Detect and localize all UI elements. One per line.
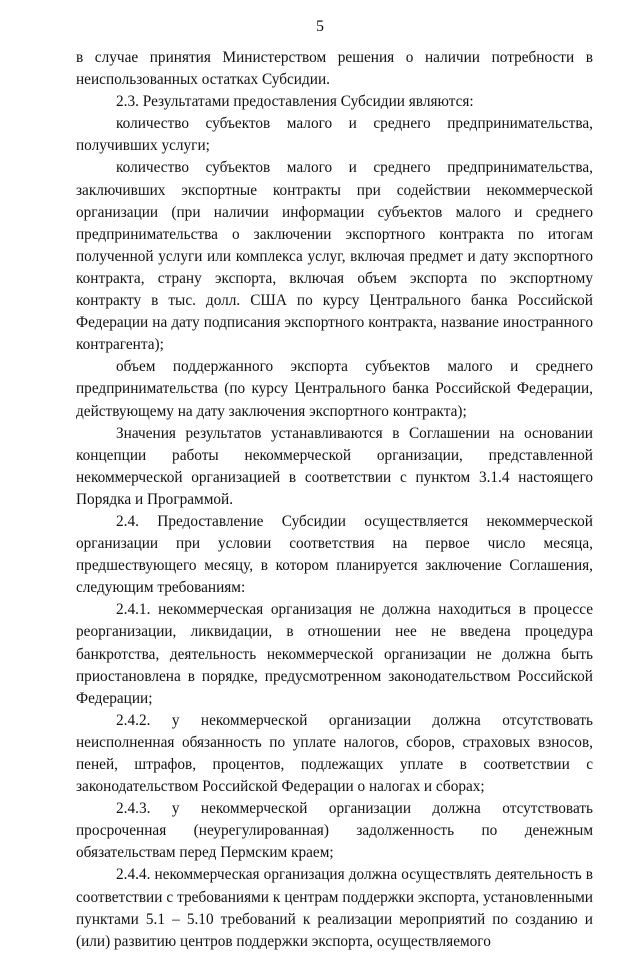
paragraph-2-4-2: 2.4.2. у некоммерческой организации должна отсутствовать неисполненная обязанность по уплате налогов, сборов, страховых взносов, пеней, штрафов, процентов, подлежащих уплате в соответствии с законодательством Российской Федерации о налогах и сборах; <box>76 711 593 796</box>
paragraph-result-export-volume: объем поддержанного экспорта субъектов малого и среднего предпринимательства (по курсу Центрального банка Российской Федерации, действующему на дату заключения экспортного контракта); <box>76 358 593 420</box>
paragraph-result-services: количество субъектов малого и среднего предпринимательства, получивших услуги; <box>76 115 593 155</box>
paragraph-continuation: в случае принятия Министерством решения о наличии потребности в неиспользованных остатках Субсидии. <box>76 49 593 89</box>
document-body <box>76 47 593 953</box>
paragraph-2-3: 2.3. Результатами предоставления Субсидии являются: <box>116 93 474 111</box>
paragraph-2-4: 2.4. Предоставление Субсидии осуществляется некоммерческой организации при условии соответствия на первое число месяца, предшествующего месяцу, в котором планируется заключение Соглашения, следующим требованиям: <box>76 512 593 597</box>
paragraph-result-values: Значения результатов устанавливаются в Соглашении на основании концепции работы некоммерческой организации, представленной некоммерческой организацией в соответствии с пунктом 3.1.4 настоящего Порядка и Программой. <box>76 424 593 508</box>
paragraph-2-4-4: 2.4.4. некоммерческая организация должна осуществлять деятельность в соответствии с требованиями к центрам поддержки экспорта, установленными пунктами 5.1 – 5.10 требований к реализации мероприятий по созданию и (или) развитию центров поддержки экспорта, осуществляемого <box>76 866 593 950</box>
paragraph-result-contracts: количество субъектов малого и среднего предпринимательства, заключивших экспортные контракты при содействии некоммерческой организации (при наличии информации субъектов малого и среднего предпринимательства о заключении экспортного контракта по итогам полученной услуги или комплекса услуг, включая предмет и дату экспортного контракта, страну экспорта, включая объем экспорта по экспортному контракту в тыс. долл. США по курсу Центрального банка Российской Федерации на дату подписания экспортного контракта, название иностранного контрагента); <box>76 159 593 354</box>
paragraph-2-4-3: 2.4.3. у некоммерческой организации должна отсутствовать просроченная (неурегулированная) задолженность по денежным обязательствам перед Пермским краем; <box>76 800 593 862</box>
page-number: 5 <box>316 18 324 35</box>
paragraph-2-4-1: 2.4.1. некоммерческая организация не должна находиться в процессе реорганизации, ликвидации, в отношении нее не введена процедура банкротства, деятельность некоммерческой организации не должна быть приостановлена в порядке, предусмотренном законодательством Российской Федерации; <box>76 601 593 707</box>
